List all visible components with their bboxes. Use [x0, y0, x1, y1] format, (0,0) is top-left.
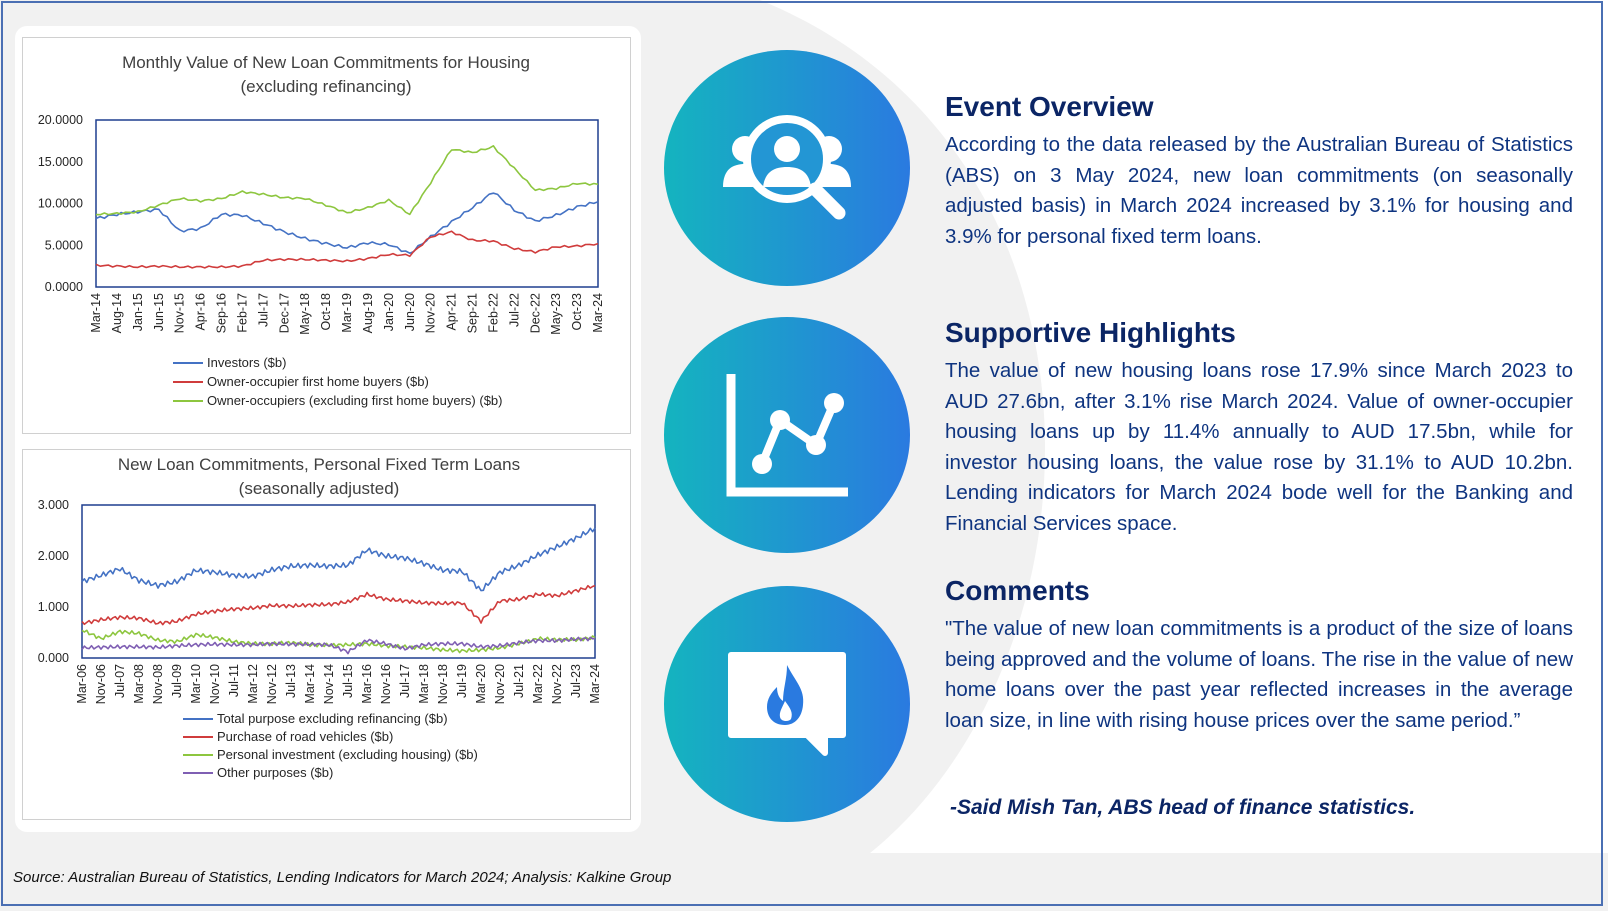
x-tick-label: Nov-18: [436, 664, 450, 705]
x-tick-label: Aug-19: [360, 293, 375, 334]
x-tick-label: Jul-17: [398, 664, 412, 699]
x-tick-label: Oct-18: [319, 293, 334, 331]
y-tick-label: 0.000: [37, 651, 69, 665]
x-tick-label: Mar-06: [75, 664, 89, 704]
comments-body: "The value of new loan commitments is a product of the size of loans being approved and the volume of loans. The rise in the value of new home loans over the past year reflected increases in the average loan size, in line with rising house prices over the same period.”: [945, 617, 1573, 732]
y-tick-label: 3.000: [37, 498, 69, 512]
x-tick-label: Mar-16: [360, 664, 374, 704]
x-tick-label: Nov-08: [151, 664, 165, 705]
x-tick-label: Mar-19: [340, 293, 354, 333]
chart-1-title: Monthly Value of New Loan Commitments for Housing: [122, 53, 530, 72]
x-tick-label: Oct-23: [570, 293, 585, 331]
x-tick-label: Apr-21: [444, 293, 459, 331]
x-tick-label: Nov-12: [265, 664, 279, 705]
x-tick-label: Jun-20: [402, 293, 417, 332]
x-tick-label: Nov-20: [493, 664, 507, 705]
legend-label: Purchase of road vehicles ($b): [217, 729, 394, 744]
comments-heading: Comments: [945, 575, 1090, 606]
x-tick-label: Feb-22: [486, 292, 501, 333]
x-tick-label: Nov-16: [379, 664, 393, 705]
x-tick-label: Mar-10: [189, 664, 203, 704]
x-tick-label: Jul-23: [569, 664, 583, 699]
x-tick-label: Nov-06: [94, 664, 108, 705]
x-tick-label: Jul-19: [455, 664, 469, 699]
x-tick-label: Mar-24: [588, 664, 602, 704]
x-tick-label: Apr-16: [193, 293, 208, 331]
x-tick-label: Mar-24: [591, 293, 605, 333]
legend-label: Owner-occupier first home buyers ($b): [207, 374, 429, 389]
x-tick-label: Nov-10: [208, 664, 222, 705]
legend-label: Owner-occupiers (excluding first home buyers) ($b): [207, 393, 503, 408]
chart-2-subtitle: (seasonally adjusted): [238, 479, 400, 498]
x-tick-label: Nov-22: [550, 664, 564, 705]
x-tick-label: Jul-09: [170, 664, 184, 699]
x-tick-label: Nov-15: [172, 293, 187, 334]
x-tick-label: Jul-22: [507, 293, 522, 328]
x-tick-label: Jan-20: [381, 293, 396, 332]
legend-label: Personal investment (excluding housing) ($b): [217, 747, 478, 762]
x-tick-label: Feb-17: [235, 293, 250, 333]
event-overview-heading: Event Overview: [945, 91, 1154, 122]
y-tick-label: 20.0000: [37, 113, 83, 127]
x-tick-label: Sep-16: [214, 293, 229, 334]
x-tick-label: Jul-17: [256, 293, 271, 328]
x-tick-label: Sep-21: [465, 293, 480, 334]
y-tick-label: 15.0000: [37, 154, 83, 169]
legend-label: Investors ($b): [207, 355, 287, 370]
x-tick-label: Nov-20: [423, 293, 438, 334]
x-tick-label: Mar-12: [246, 664, 260, 704]
x-tick-label: Jan-15: [130, 293, 145, 332]
x-tick-label: Dec-17: [277, 293, 292, 334]
x-tick-label: Mar-14: [89, 293, 103, 333]
x-tick-label: Nov-14: [322, 664, 336, 705]
x-tick-label: Jul-13: [284, 664, 298, 699]
event-overview-body: According to the data released by the Australian Bureau of Statistics (ABS) on 3 May 2024, new loan commitments (on seasonally adjusted basis) in March 2024 increased by 3.1% for housing and 3.9% for personal fixed term loans.: [945, 133, 1573, 248]
x-tick-label: Aug-14: [109, 293, 124, 334]
x-tick-label: Dec-22: [528, 293, 543, 334]
source-footnote: Source: Australian Bureau of Statistics, Lending Indicators for March 2024; Analysis: Kalkine Group: [13, 869, 672, 886]
y-tick-label: 10.0000: [37, 196, 83, 211]
x-tick-label: Jul-11: [227, 664, 241, 698]
y-tick-label: 5.0000: [44, 238, 83, 253]
x-tick-label: Jul-21: [512, 664, 526, 699]
chart-2-title: New Loan Commitments, Personal Fixed Term Loans: [117, 455, 521, 474]
x-tick-label: May-18: [298, 293, 313, 335]
y-tick-label: 1.000: [37, 600, 69, 614]
y-tick-label: 2.000: [37, 549, 69, 563]
x-tick-label: Mar-22: [531, 664, 545, 704]
supportive-highlights-heading: Supportive Highlights: [945, 317, 1236, 348]
chart-1-subtitle: (excluding refinancing): [240, 77, 412, 96]
outer-border: [1, 1, 1603, 906]
x-tick-label: Jul-15: [341, 664, 355, 699]
x-tick-label: Mar-14: [303, 664, 317, 704]
x-tick-label: Mar-18: [417, 664, 431, 704]
x-tick-label: Mar-20: [474, 664, 488, 704]
supportive-highlights-body: The value of new housing loans rose 17.9% since March 2023 to AUD 27.6bn, after 3.1% rise March 2024. Value of owner-occupier housing loans up by 11.4% annually to AUD 17.5bn, while for investor housing loans, the value rose by 31.1% to AUD 10.2bn. Lending indicators for March 2024 bode well for the Banking and Financial Services space.: [945, 359, 1573, 535]
quote-author: -Said Mish Tan, ABS head of finance statistics.: [950, 796, 1416, 819]
x-tick-label: Mar-08: [132, 664, 146, 704]
x-tick-label: May-23: [549, 293, 564, 335]
x-tick-label: Jun-15: [151, 293, 166, 332]
y-tick-label: 0.0000: [44, 280, 83, 294]
legend-label: Other purposes ($b): [217, 765, 334, 780]
legend-label: Total purpose excluding refinancing ($b): [217, 711, 448, 726]
x-tick-label: Jul-07: [113, 664, 127, 699]
